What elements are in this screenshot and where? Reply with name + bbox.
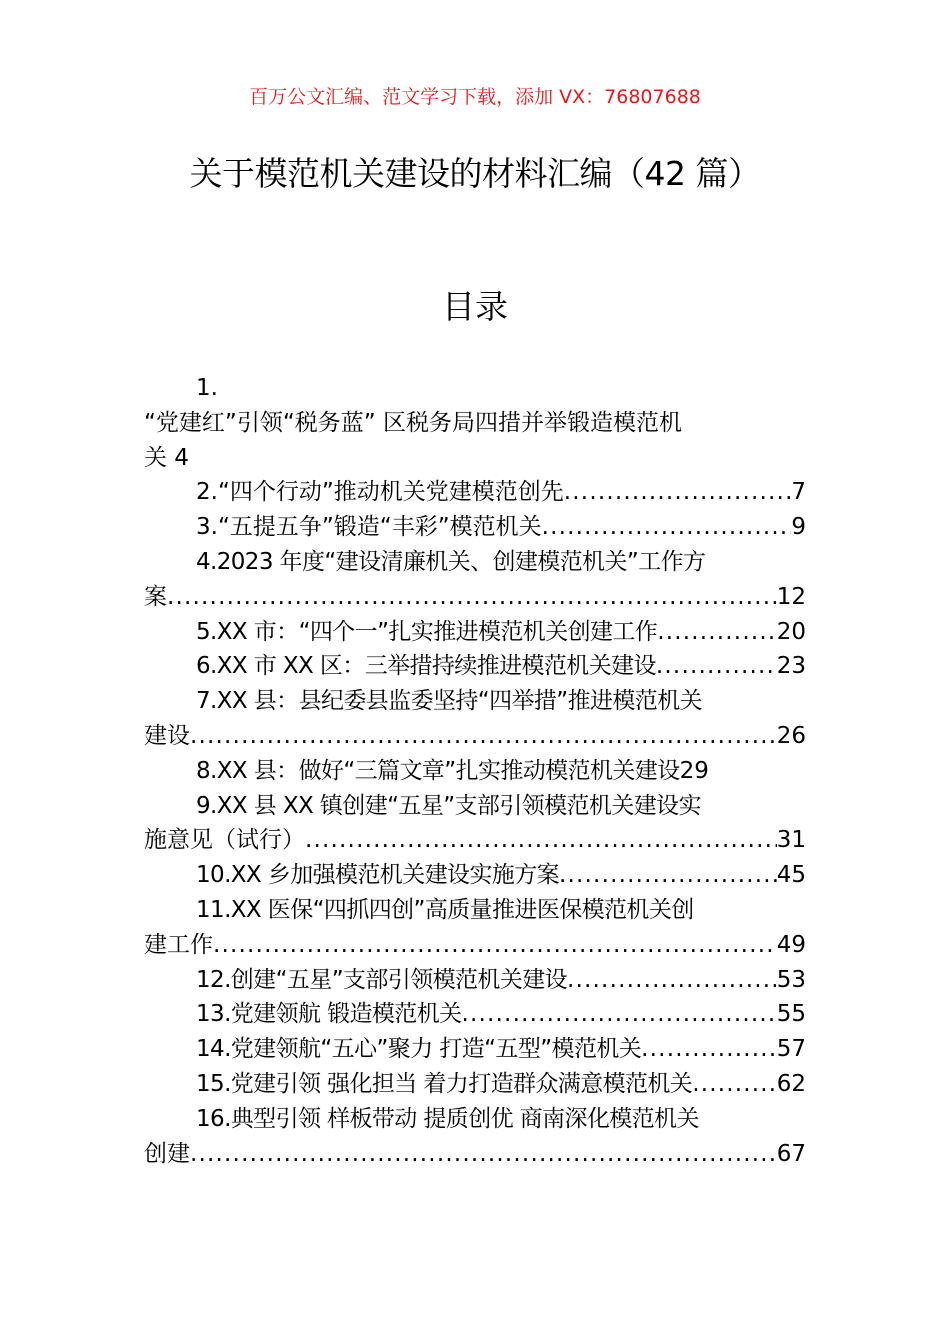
toc-page-number: 20 xyxy=(776,618,806,645)
toc-leader-dots xyxy=(641,1032,777,1067)
toc-page-number: 53 xyxy=(776,966,806,993)
toc-line xyxy=(144,649,806,684)
toc-page-number: 26 xyxy=(776,722,806,749)
toc-entry-5[interactable] xyxy=(144,615,806,650)
toc-line xyxy=(144,684,806,719)
toc-leader-dots xyxy=(213,928,777,963)
table-of-contents xyxy=(144,371,806,1171)
toc-entry-title: 9.XX 县 XX 镇创建“五星”支部引领模范机关建设实 xyxy=(196,792,701,819)
toc-line xyxy=(144,406,806,441)
toc-leader-dots xyxy=(462,997,777,1032)
toc-entry-1[interactable] xyxy=(144,371,806,475)
toc-entry-16[interactable] xyxy=(144,1102,806,1172)
toc-entry-title: 13.党建领航 锻造模范机关 xyxy=(196,1001,462,1028)
toc-entry-title: 14.党建领航“五心”聚力 打造“五型”模范机关 xyxy=(196,1036,642,1063)
toc-line xyxy=(144,580,806,615)
toc-line xyxy=(144,1032,806,1067)
toc-entry-title: 6.XX 市 XX 区：三举措持续推进模范机关建设 xyxy=(196,653,656,680)
watermark-header: 百万公文汇编、范文学习下载，添加 VX：76807688 xyxy=(249,86,701,108)
toc-line xyxy=(144,1102,806,1137)
toc-heading: 目录 xyxy=(442,287,508,326)
toc-entry-2[interactable] xyxy=(144,475,806,510)
toc-leader-dots xyxy=(564,475,792,510)
toc-line xyxy=(144,371,806,406)
toc-entry-title: 8.XX 县：做好“三篇文章”扎实推动模范机关建设 xyxy=(196,757,680,784)
toc-line xyxy=(144,997,806,1032)
toc-line xyxy=(144,510,806,545)
toc-entry-title-continued: 关 4 xyxy=(144,444,189,471)
toc-entry-10[interactable] xyxy=(144,858,806,893)
toc-leader-dots xyxy=(542,510,792,545)
toc-line xyxy=(144,615,806,650)
toc-page-number: 55 xyxy=(776,1001,806,1028)
toc-leader-dots xyxy=(656,649,777,684)
toc-leader-dots xyxy=(567,963,777,998)
toc-page-number: 62 xyxy=(776,1070,806,1097)
toc-leader-dots xyxy=(559,858,777,893)
toc-entry-title: 7.XX 县：县纪委县监委坚持“四举措”推进模范机关 xyxy=(196,688,702,715)
toc-line xyxy=(144,789,806,824)
toc-entry-3[interactable] xyxy=(144,510,806,545)
toc-entry-title-continued: 创建 xyxy=(144,1140,190,1167)
toc-line xyxy=(144,754,806,789)
toc-line xyxy=(144,475,806,510)
toc-entry-title: 15.党建引领 强化担当 着力打造群众满意模范机关 xyxy=(196,1070,693,1097)
toc-leader-dots xyxy=(190,1137,777,1172)
toc-entry-14[interactable] xyxy=(144,1032,806,1067)
toc-leader-dots xyxy=(305,823,777,858)
toc-leader-dots xyxy=(657,615,777,650)
toc-page-number: 9 xyxy=(791,514,806,541)
toc-line xyxy=(144,858,806,893)
toc-entry-11[interactable] xyxy=(144,893,806,963)
toc-entry-title: 16.典型引领 样板带动 提质创优 商南深化模范机关 xyxy=(196,1105,699,1132)
toc-entry-6[interactable] xyxy=(144,649,806,684)
toc-line xyxy=(144,963,806,998)
toc-line xyxy=(144,719,806,754)
toc-entry-title-continued: 案 xyxy=(144,583,167,610)
toc-page-number: 49 xyxy=(776,931,806,958)
toc-leader-dots xyxy=(692,1067,777,1102)
toc-page-number: 31 xyxy=(776,827,806,854)
toc-entry-title: 5.XX 市：“四个一”扎实推进模范机关创建工作 xyxy=(196,618,658,645)
toc-entry-title: 12.创建“五星”支部引领模范机关建设 xyxy=(196,966,568,993)
toc-entry-4[interactable] xyxy=(144,545,806,615)
toc-line xyxy=(144,1137,806,1172)
toc-line xyxy=(144,823,806,858)
toc-entry-8[interactable] xyxy=(144,754,806,789)
toc-entry-7[interactable] xyxy=(144,684,806,754)
toc-entry-title: “党建红”引领“税务蓝” 区税务局四措并举锻造模范机 xyxy=(144,409,682,436)
toc-page-number: 23 xyxy=(776,653,806,680)
toc-line xyxy=(144,545,806,580)
toc-line xyxy=(144,928,806,963)
toc-line xyxy=(144,441,806,476)
toc-entry-title: 10.XX 乡加强模范机关建设实施方案 xyxy=(196,862,560,889)
toc-page-number: 57 xyxy=(776,1036,806,1063)
toc-entry-title-continued: 施意见（试行） xyxy=(144,827,305,854)
toc-leader-dots xyxy=(167,580,777,615)
toc-entry-15[interactable] xyxy=(144,1067,806,1102)
document-title: 关于模范机关建设的材料汇编（42 篇） xyxy=(189,154,761,193)
toc-leader-dots xyxy=(190,719,777,754)
toc-entry-title-continued: 建设 xyxy=(144,722,190,749)
toc-entry-12[interactable] xyxy=(144,963,806,998)
toc-page-number: 45 xyxy=(776,862,806,889)
toc-entry-13[interactable] xyxy=(144,997,806,1032)
toc-entry-title: 3.“五提五争”锻造“丰彩”模范机关 xyxy=(196,514,542,541)
toc-entry-title: 4.2023 年度“建设清廉机关、创建模范机关”工作方 xyxy=(196,548,706,575)
toc-line xyxy=(144,1067,806,1102)
toc-entry-title-continued: 建工作 xyxy=(144,931,213,958)
toc-entry-number: 1. xyxy=(196,375,218,401)
toc-page-number: 12 xyxy=(776,583,806,610)
toc-page-number: 67 xyxy=(776,1140,806,1167)
toc-line xyxy=(144,893,806,928)
toc-entry-title: 11.XX 医保“四抓四创”高质量推进医保模范机关创 xyxy=(196,896,694,923)
toc-page-number: 29 xyxy=(679,757,709,784)
toc-page-number: 7 xyxy=(791,479,806,506)
toc-entry-9[interactable] xyxy=(144,789,806,859)
toc-entry-title: 2.“四个行动”推动机关党建模范创先 xyxy=(196,479,564,506)
